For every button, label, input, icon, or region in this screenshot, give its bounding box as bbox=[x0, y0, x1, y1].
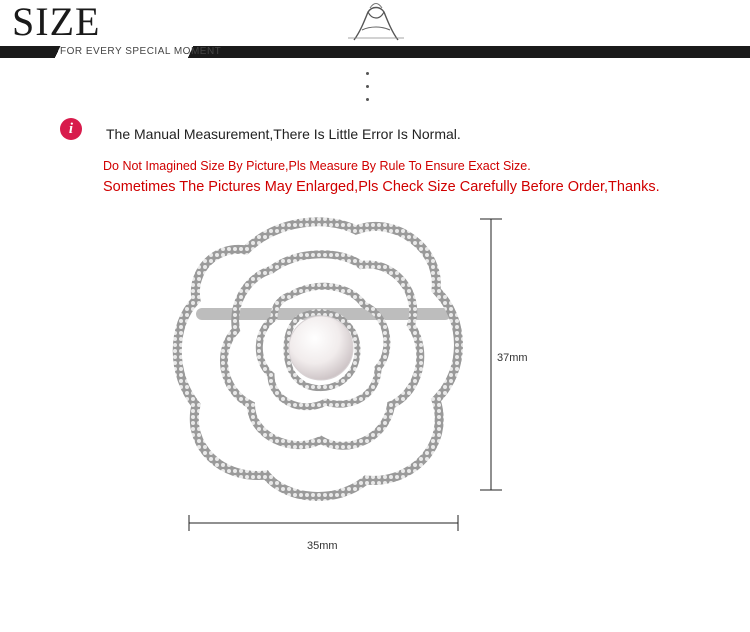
size-title: SIZE bbox=[12, 0, 101, 44]
width-label: 35mm bbox=[307, 540, 338, 552]
height-label: 37mm bbox=[497, 352, 528, 364]
warning-text-2: Sometimes The Pictures May Enlarged,Pls Check Size Carefully Before Order,Thanks. bbox=[103, 179, 660, 195]
width-dimension-line bbox=[188, 515, 460, 531]
brand-logo-icon bbox=[346, 2, 406, 42]
info-icon: i bbox=[60, 118, 82, 140]
brooch-image bbox=[166, 210, 476, 505]
separator-dots bbox=[366, 72, 369, 111]
warning-text-1: Do Not Imagined Size By Picture,Pls Measure By Rule To Ensure Exact Size. bbox=[103, 159, 531, 173]
tagline: FOR EVERY SPECIAL MOMENT bbox=[60, 46, 222, 57]
measurement-note: The Manual Measurement,There Is Little Error Is Normal. bbox=[106, 126, 461, 142]
